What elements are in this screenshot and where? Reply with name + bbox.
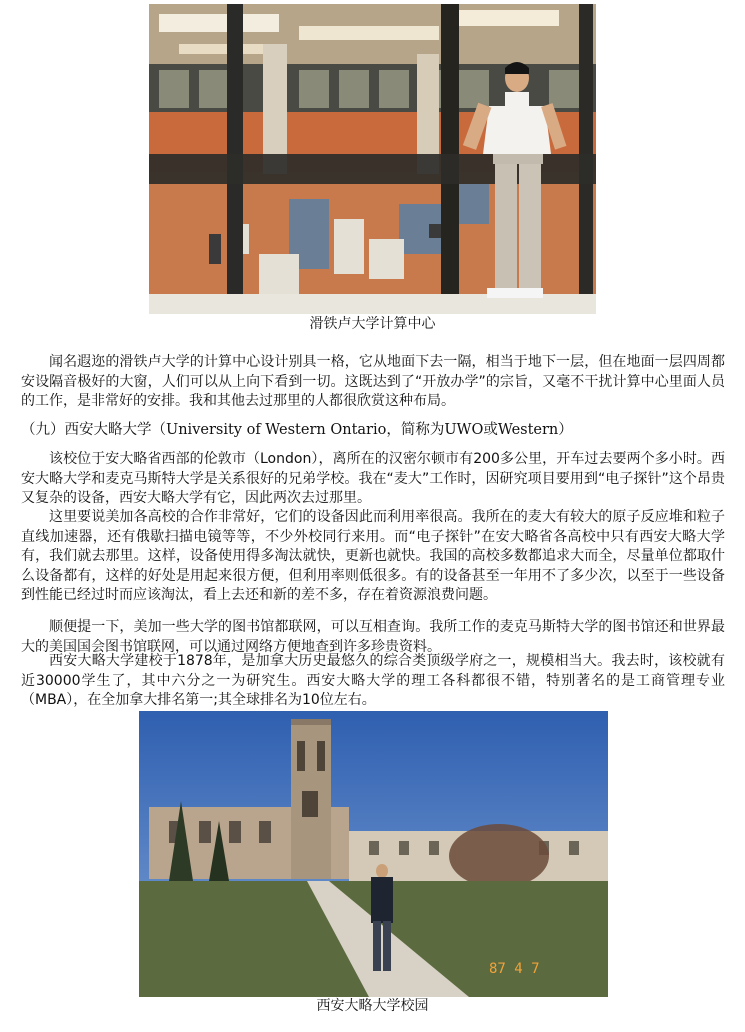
date-stamp: 87 4 7 xyxy=(489,961,540,977)
photo-caption: 滑铁卢大学计算中心 xyxy=(309,316,436,332)
campus-photo xyxy=(139,711,608,997)
photo-caption: 西安大略大学校园 xyxy=(316,998,429,1014)
paragraph: 该校位于安大略省西部的伦敦市（London），离所在的汉密尔顿市有200多公里，开车过去要两个多小时。西安大略大学和麦克马斯特大学是关系很好的兄弟学校。我在“麦大”工作时，因研究项目要用到“电子探针”这个昂贵又复杂的设备，西安大略大学有它，因此两次去过那里。 xyxy=(21,451,725,506)
section-heading: （九）西安大略大学（University of Western Ontario，简称为UWO或Western） xyxy=(21,422,573,438)
paragraph: 顺便提一下，美加一些大学的图书馆都联网，可以互相查询。我所工作的麦克马斯特大学的图书馆还和世界最大的美国国会图书馆联网，可以通过网络方便地查到许多珍贵资料。 xyxy=(21,619,725,655)
computer-centre-photo xyxy=(149,4,596,314)
paragraph: 这里要说美加各高校的合作非常好，它们的设备因此而利用率很高。我所在的麦大有较大的原子反应堆和粒子直线加速器，还有俄歇扫描电镜等等，不少外校同行来用。而“电子探针”在安大略省各高校中只有西安大略大学有，我们就去那里。这样，设备使用得多淘汰就快，更新也就快。我国的高校多数都追求大而全，尽量单位都取什么设备都有，这样的好处是用起来很方便，但利用率则低很多。有的设备甚至一年用不了多少次，以至于一些设备到性能已经过时而应该淘汰，看上去还和新的差不多，存在着资源浪费问题。 xyxy=(21,509,725,603)
paragraph: 闻名遐迩的滑铁卢大学的计算中心设计别具一格，它从地面下去一隔，相当于地下一层，但在地面一层四周都安设隔音极好的大窗，人们可以从上向下看到一切。这既达到了“开放办学”的宗旨，又毫不干扰计算中心里面人员的工作，是非常好的安排。我和其他去过那里的人都很欣赏这种布局。 xyxy=(21,354,725,409)
paragraph: 西安大略大学建校于1878年，是加拿大历史最悠久的综合类顶级学府之一，规模相当大。我去时，该校就有近30000学生了，其中六分之一为研究生。西安大略大学的理工各科都很不错，特别著名的是工商管理专业（MBA），在全加拿大排名第一;其全球排名为10位左右。 xyxy=(21,653,725,708)
